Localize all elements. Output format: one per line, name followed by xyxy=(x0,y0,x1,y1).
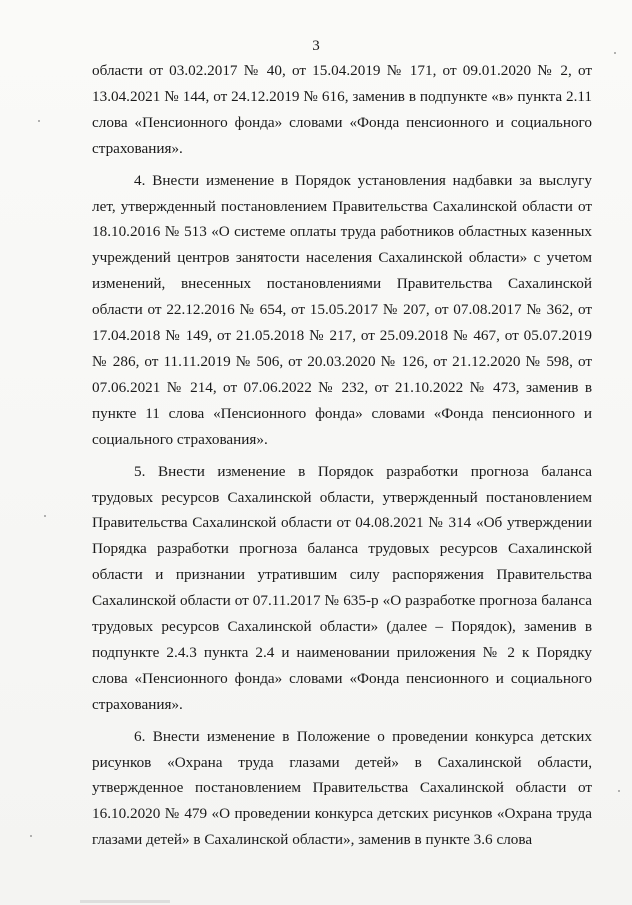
scan-speck xyxy=(618,790,620,792)
paragraph-item-5: 5. Внести изменение в Порядок разработки прогноза баланса трудовых ресурсов Сахалинской области, утвержденный постановлением Правительства Сахалинской области от 04.08.2021 № 314 «Об утверждении Порядка разработки прогноза баланса трудовых ресурсов Сахалинской области и признании утратившим силу распоряжения Правительства Сахалинской области от 07.11.2017 № 635-р «О разработке прогноза баланса трудовых ресурсов Сахалинской области» (далее – Порядок), заменив в подпункте 2.4.3 пункта 2.4 и наименовании приложения № 2 к Порядку слова «Пенсионного фонда» словами «Фонда пенсионного и социального страхования». xyxy=(92,462,592,713)
paragraph-item-4: 4. Внести изменение в Порядок установления надбавки за выслугу лет, утвержденный постановлением Правительства Сахалинской области от 18.10.2016 № 513 «О системе оплаты труда работников областных казенных учреждений центров занятости населения Сахалинской области» с учетом изменений, внесенных постановлениями Правительства Сахалинской области от 22.12.2016 № 654, от 15.05.2017 № 207, от 07.08.2017 № 362, от 17.04.2018 № 149, от 21.05.2018 № 217, от 25.09.2018 № 467, от 05.07.2019 № 286, от 11.11.2019 № 506, от 20.03.2020 № 126, от 21.12.2020 № 598, от 07.06.2021 № 214, от 07.06.2022 № 232, от 21.10.2022 № 473, заменив в пункте 11 слова «Пенсионного фонда» словами «Фонда пенсионного и социального страхования». xyxy=(92,171,592,448)
document-body xyxy=(92,58,592,853)
page-number: 3 xyxy=(312,38,320,54)
paragraph-continuation: области от 03.02.2017 № 40, от 15.04.2019 № 171, от 09.01.2020 № 2, от 13.04.2021 № 144, от 24.12.2019 № 616, заменив в подпункте «в» пункта 2.11 слова «Пенсионного фонда» словами «Фонда пенсионного и социального страхования». xyxy=(92,62,592,157)
scan-speck xyxy=(614,52,616,54)
scan-edge-mark xyxy=(80,900,170,903)
paragraph-item-6: 6. Внести изменение в Положение о проведении конкурса детских рисунков «Охрана труда глазами детей» в Сахалинской области, утвержденное постановлением Правительства Сахалинской области от 16.10.2020 № 479 «О проведении конкурса детских рисунков «Охрана труда глазами детей» в Сахалинской области», заменив в пункте 3.6 слова xyxy=(92,727,592,849)
scan-speck xyxy=(44,515,46,517)
scan-speck xyxy=(38,120,40,122)
scan-speck xyxy=(30,835,32,837)
